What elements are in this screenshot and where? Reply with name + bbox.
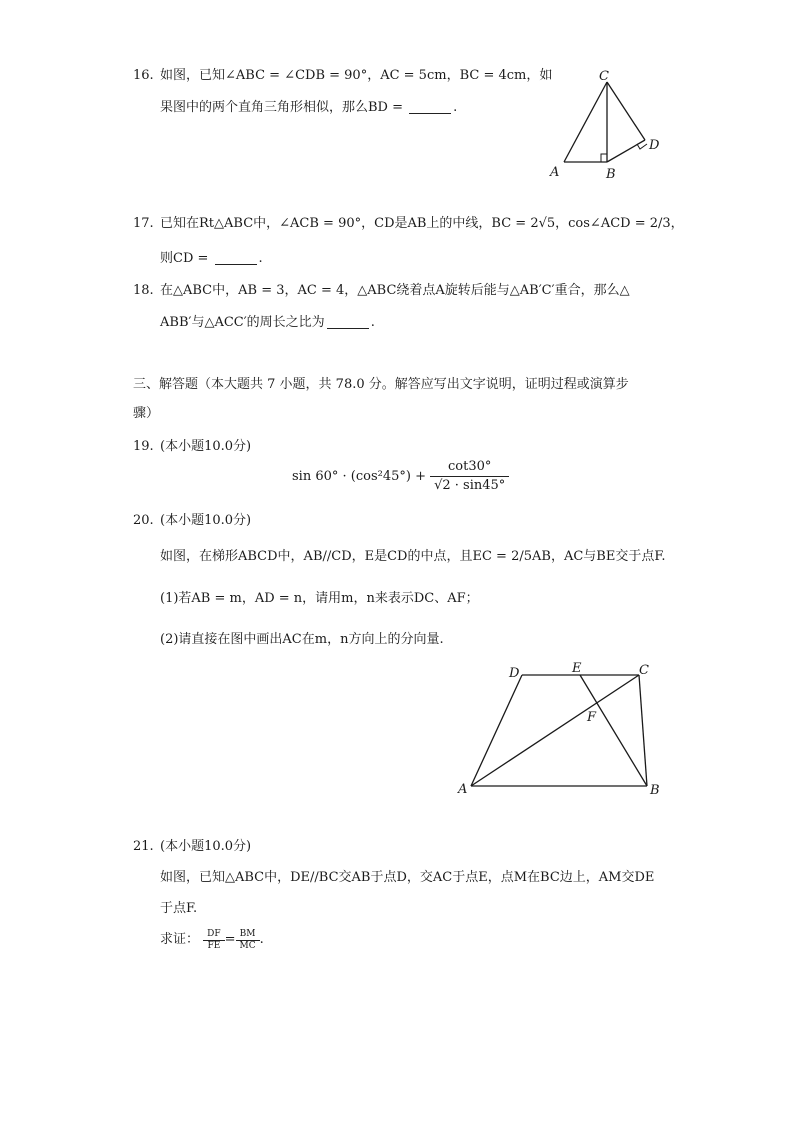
q17-text-line2-main: 则CD = <box>160 251 213 266</box>
q21-fraction-left <box>203 929 224 952</box>
q21-proof-prefix: 求证： <box>160 932 200 947</box>
q16-label-D: D <box>649 138 660 153</box>
q16-label-C: C <box>599 69 609 84</box>
q21-number: 21. <box>133 839 154 854</box>
q21-fraction-right-top: BM <box>236 929 260 941</box>
q19-fraction-denominator: √2 · sin45° <box>434 478 506 493</box>
q19-number: 19. <box>133 439 154 454</box>
q21-equals: = <box>224 932 236 947</box>
q19-formula-fraction <box>430 458 509 495</box>
q18-answer-blank[interactable] <box>327 314 369 329</box>
q20-text-line1: 如图，在梯形ABCD中，AB//CD，E是CD的中点，且EC = 2/5AB，AC与BE交于点F. <box>160 549 666 564</box>
section3-heading-line2: 骤） <box>133 406 160 421</box>
q16-text-line2 <box>160 99 457 117</box>
q21-points: (本小题10.0分) <box>160 839 252 854</box>
q21-proof-line <box>160 928 264 953</box>
q16-number: 16. <box>133 68 154 83</box>
q19-points: (本小题10.0分) <box>160 439 252 454</box>
q16-label-A: A <box>550 165 560 180</box>
q21-fraction-left-top: DF <box>203 929 224 941</box>
q19-formula <box>292 458 509 495</box>
q20-text-line2: (1)若AB = m，AD = n，请用m，n来表示DC、AF； <box>160 591 479 606</box>
section3-heading-line1: 三、解答题（本大题共 7 小题，共 78.0 分。解答应写出文字说明，证明过程或演算步 <box>133 377 629 392</box>
q21-fraction-left-bottom: FE <box>207 940 221 951</box>
q20-label-B: B <box>650 783 660 798</box>
q17-text-line1: 已知在Rt△ABC中，∠ACB = 90°，CD是AB上的中线，BC = 2√5，cos∠ACD = 2/3， <box>160 216 684 231</box>
q20-label-F: F <box>587 710 597 725</box>
q20-label-C: C <box>639 663 649 678</box>
q16-answer-blank[interactable] <box>409 99 451 114</box>
q20-figure <box>455 660 665 800</box>
q21-text-line2: 于点F. <box>160 901 198 916</box>
q18-text-line1: 在△ABC中，AB = 3，AC = 4，△ABC绕着点A旋转后能与△AB′C′重合，那么△ <box>160 283 630 298</box>
q16-text-line1: 如图，已知∠ABC = ∠CDB = 90°，AC = 5cm，BC = 4cm，如 <box>160 68 553 83</box>
q20-number: 20. <box>133 513 154 528</box>
q20-label-A: A <box>458 782 468 797</box>
q21-fraction-right-bottom: MC <box>239 940 256 951</box>
q17-text-line2 <box>160 250 263 268</box>
q16-figure <box>545 66 665 181</box>
q20-label-D: D <box>509 666 520 681</box>
q20-points: (本小题10.0分) <box>160 513 252 528</box>
q18-text-line2-end: . <box>370 315 375 330</box>
q17-answer-blank[interactable] <box>215 250 257 265</box>
q21-text-line1: 如图，已知△ABC中，DE//BC交AB于点D，交AC于点E，点M在BC边上，AM交DE <box>160 870 655 885</box>
q20-label-E: E <box>572 661 582 676</box>
q21-proof-end: . <box>259 932 264 947</box>
q18-number: 18. <box>133 283 154 298</box>
q16-text-line2-end: . <box>453 100 458 115</box>
q21-fraction-right <box>236 929 260 952</box>
q17-number: 17. <box>133 216 154 231</box>
q18-text-line2 <box>160 314 375 332</box>
q19-fraction-numerator: cot30° <box>430 458 509 477</box>
q16-label-B: B <box>606 167 616 181</box>
q19-formula-left: sin 60° · (cos²45°) + <box>292 469 431 484</box>
q17-text-line2-end: . <box>258 251 263 266</box>
q20-text-line3: (2)请直接在图中画出AC在m，n方向上的分向量. <box>160 632 444 647</box>
q18-text-line2-main: ABB′与△ACC′的周长之比为 <box>160 315 325 330</box>
q16-text-line2-main: 果图中的两个直角三角形相似，那么BD = <box>160 100 408 115</box>
